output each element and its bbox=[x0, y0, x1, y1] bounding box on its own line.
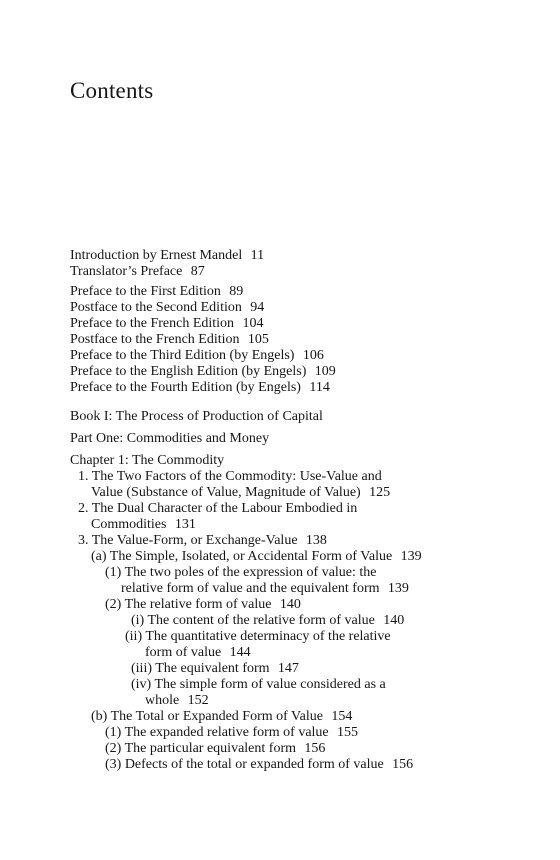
toc-entry-title: (i) The content of the relative form of value bbox=[131, 613, 375, 628]
toc-entry-title: Preface to the Third Edition (by Engels) bbox=[70, 348, 295, 363]
toc-entry bbox=[70, 693, 530, 709]
toc-entry bbox=[70, 677, 530, 693]
toc-page-number: 131 bbox=[174, 517, 196, 532]
toc-entry bbox=[70, 332, 530, 348]
toc-page-number: 138 bbox=[305, 533, 327, 548]
toc-entry bbox=[70, 453, 530, 469]
toc-page-number: 144 bbox=[229, 645, 251, 660]
toc-entry-title: Book I: The Process of Production of Capital bbox=[70, 409, 323, 424]
toc-entry bbox=[70, 364, 530, 380]
toc-page-number: 106 bbox=[302, 348, 324, 363]
toc-entry bbox=[70, 501, 530, 517]
toc-entry bbox=[70, 661, 530, 677]
toc-page-number: 155 bbox=[337, 725, 359, 740]
toc-entry-title: whole bbox=[145, 693, 180, 708]
toc-entry-title: Postface to the French Edition bbox=[70, 332, 240, 347]
toc-entry-title: (a) The Simple, Isolated, or Accidental Form of Value bbox=[91, 549, 393, 564]
toc-entry bbox=[70, 613, 530, 629]
toc-entry-title: Commodities bbox=[91, 517, 167, 532]
toc-entry-title: relative form of value and the equivalent form bbox=[121, 581, 380, 596]
toc-entry-title: Introduction by Ernest Mandel bbox=[70, 248, 243, 263]
toc-page-number: 89 bbox=[229, 284, 244, 299]
contents-list bbox=[70, 248, 530, 773]
toc-page-number: 109 bbox=[314, 364, 336, 379]
toc-page-number: 152 bbox=[187, 693, 209, 708]
toc-entry-title: Preface to the First Edition bbox=[70, 284, 221, 299]
toc-entry-title: 3. The Value-Form, or Exchange-Value bbox=[78, 533, 298, 548]
toc-page-number: 94 bbox=[250, 300, 265, 315]
toc-entry-title: (1) The two poles of the expression of value: the bbox=[105, 565, 377, 580]
toc-entry bbox=[70, 485, 530, 501]
toc-entry bbox=[70, 284, 530, 300]
toc-entry-title: (2) The particular equivalent form bbox=[105, 741, 296, 756]
toc-entry-title: (1) The expanded relative form of value bbox=[105, 725, 329, 740]
toc-entry bbox=[70, 709, 530, 725]
toc-entry-title: Translator’s Preface bbox=[70, 264, 183, 279]
toc-entry bbox=[70, 581, 530, 597]
toc-entry bbox=[70, 533, 530, 549]
toc-entry-title: (b) The Total or Expanded Form of Value bbox=[91, 709, 323, 724]
toc-page-number: 147 bbox=[277, 661, 299, 676]
toc-entry bbox=[70, 380, 530, 396]
toc-entry-title: form of value bbox=[145, 645, 222, 660]
toc-page-number: 140 bbox=[383, 613, 405, 628]
toc-entry-title: Postface to the Second Edition bbox=[70, 300, 242, 315]
toc-entry-title: (iv) The simple form of value considered as a bbox=[131, 677, 386, 692]
toc-page-number: 11 bbox=[250, 248, 265, 263]
toc-entry bbox=[70, 549, 530, 565]
toc-entry bbox=[70, 629, 530, 645]
toc-page-number: 154 bbox=[331, 709, 353, 724]
toc-entry-title: Preface to the French Edition bbox=[70, 316, 235, 331]
toc-entry-title: Preface to the English Edition (by Engels) bbox=[70, 364, 307, 379]
toc-entry-title: (ii) The quantitative determinacy of the relative bbox=[125, 629, 391, 644]
toc-page-number: 139 bbox=[400, 549, 422, 564]
toc-page-number: 104 bbox=[242, 316, 264, 331]
toc-entry-title: (3) Defects of the total or expanded form of value bbox=[105, 757, 384, 772]
toc-entry-title: 1. The Two Factors of the Commodity: Use-Value and bbox=[78, 469, 382, 484]
toc-entry-title: Part One: Commodities and Money bbox=[70, 431, 270, 446]
toc-entry bbox=[70, 597, 530, 613]
toc-page-number: 105 bbox=[247, 332, 269, 347]
toc-entry bbox=[70, 300, 530, 316]
toc-entry-title: (iii) The equivalent form bbox=[131, 661, 270, 676]
toc-entry-title: Preface to the Fourth Edition (by Engels) bbox=[70, 380, 301, 395]
toc-entry bbox=[70, 248, 530, 264]
toc-entry bbox=[70, 409, 530, 425]
toc-page-number: 140 bbox=[279, 597, 301, 612]
toc-page-number: 156 bbox=[304, 741, 326, 756]
toc-entry bbox=[70, 645, 530, 661]
toc-entry-title: 2. The Dual Character of the Labour Embodied in bbox=[78, 501, 358, 516]
toc-page-number: 125 bbox=[369, 485, 391, 500]
toc-entry bbox=[70, 757, 530, 773]
page-title: Contents bbox=[70, 78, 154, 103]
toc-page-number: 156 bbox=[392, 757, 414, 772]
toc-entry bbox=[70, 264, 530, 280]
toc-entry bbox=[70, 725, 530, 741]
toc-page-number: 114 bbox=[309, 380, 330, 395]
toc-entry bbox=[70, 517, 530, 533]
toc-entry bbox=[70, 741, 530, 757]
toc-entry-title: Chapter 1: The Commodity bbox=[70, 453, 225, 468]
toc-entry bbox=[70, 431, 530, 447]
toc-entry bbox=[70, 565, 530, 581]
toc-entry bbox=[70, 348, 530, 364]
toc-entry bbox=[70, 469, 530, 485]
toc-page-number: 139 bbox=[387, 581, 409, 596]
toc-entry bbox=[70, 316, 530, 332]
toc-entry-title: (2) The relative form of value bbox=[105, 597, 272, 612]
toc-page-number: 87 bbox=[190, 264, 205, 279]
toc-entry-title: Value (Substance of Value, Magnitude of Value) bbox=[91, 485, 361, 500]
